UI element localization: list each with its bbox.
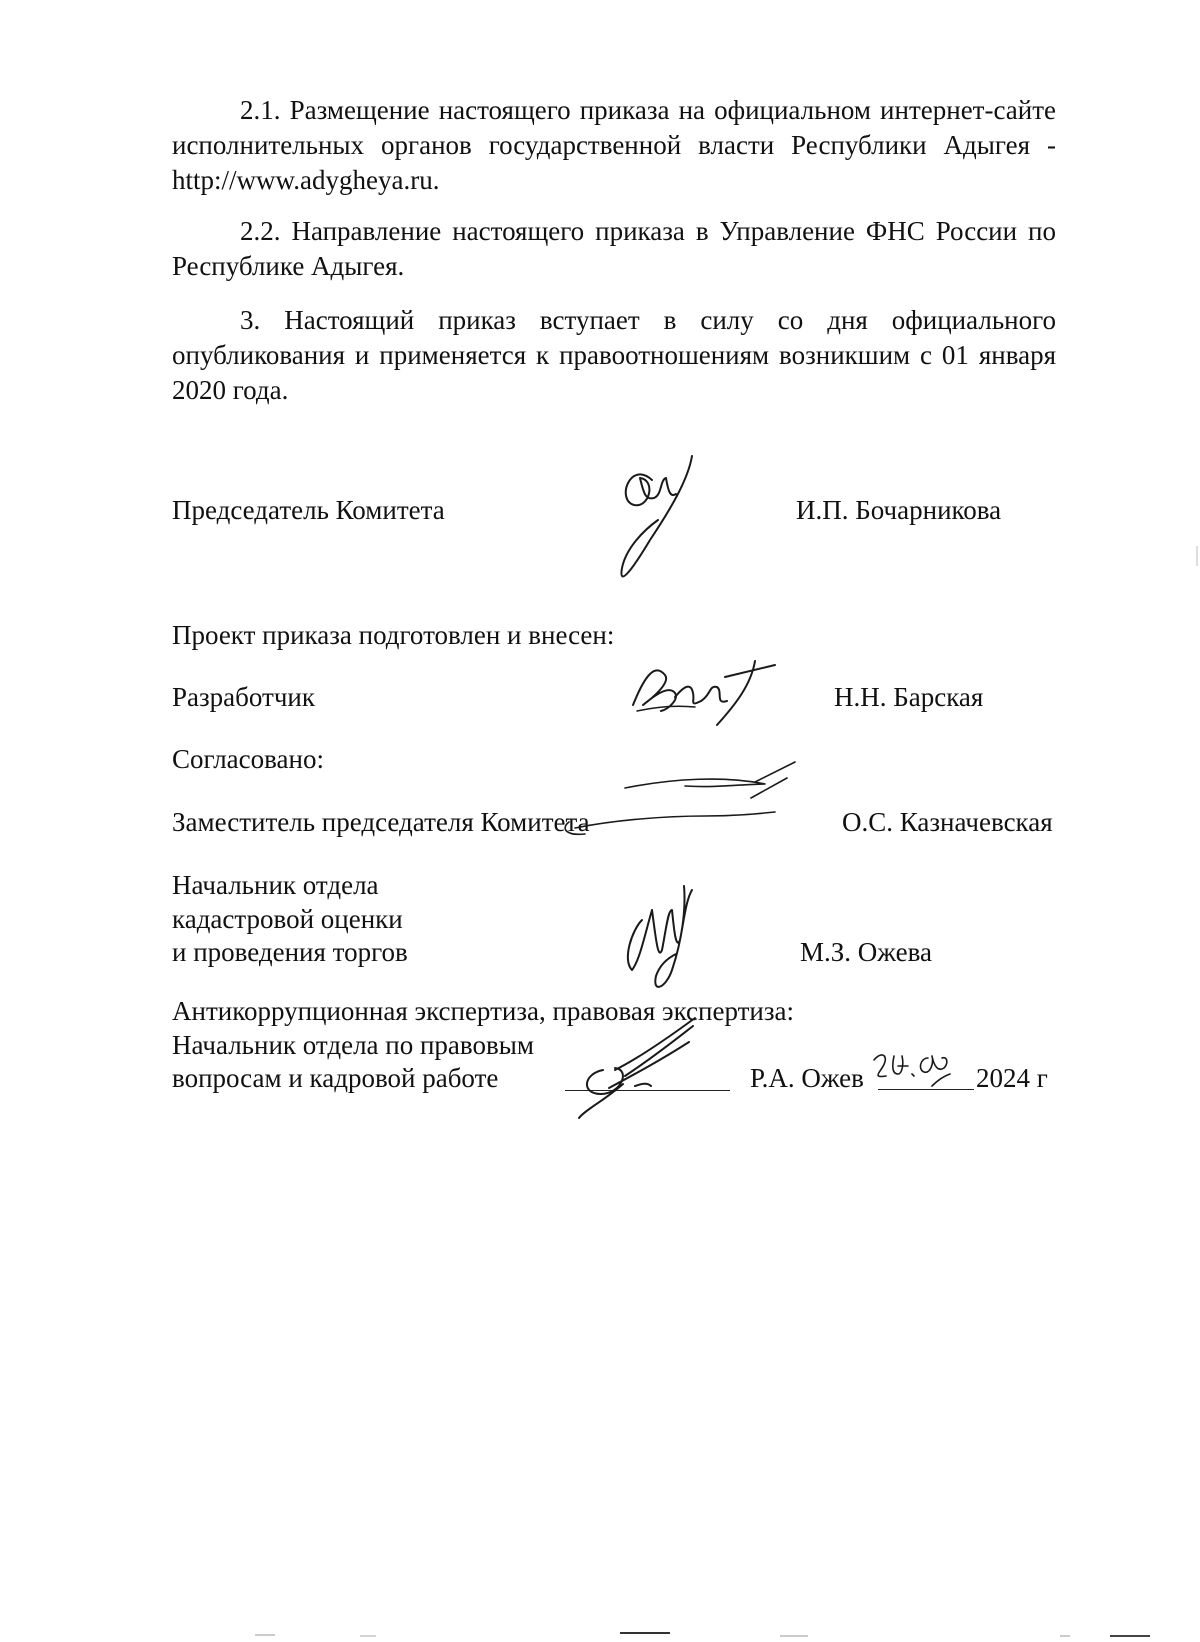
agreed-label: Согласовано: (172, 744, 324, 774)
deputy-signature (555, 758, 835, 838)
cadastral-title-line1: Начальник отдела (172, 870, 379, 900)
developer-signature (625, 655, 785, 735)
chairman-name: И.П. Бочарникова (796, 495, 1002, 525)
chairman-title: Председатель Комитета (172, 495, 445, 525)
cadastral-title-line2: кадастровой оценки (172, 904, 403, 934)
date-line (878, 1089, 974, 1090)
cadastral-title-line3: и проведения торгов (172, 937, 408, 967)
legal-name: Р.А. Ожев (750, 1063, 864, 1093)
paragraph-2-2: 2.2. Направление настоящего приказа в Управление ФНС России по Республике Адыгея. (172, 216, 1056, 281)
legal-title-line1: Начальник отдела по правовым (172, 1030, 534, 1060)
legal-date-suffix: 2024 г (976, 1063, 1048, 1093)
expertise-label: Антикоррупционная экспертиза, правовая экспертиза: (172, 996, 795, 1026)
deputy-name: О.С. Казначевская (842, 807, 1053, 837)
handwritten-date (868, 1046, 988, 1090)
project-note: Проект приказа подготовлен и внесен: (172, 620, 615, 650)
deputy-title: Заместитель председателя Комитета (172, 807, 590, 837)
developer-title: Разработчик (172, 682, 315, 712)
developer-name: Н.Н. Барская (834, 682, 984, 712)
cadastral-name: М.З. Ожева (800, 937, 932, 967)
legal-title-line2: вопросам и кадровой работе (172, 1063, 499, 1093)
paragraph-2-1: 2.1. Размещение настоящего приказа на официальном интернет-сайте исполнительных органов государственной власти Республики Адыгея - http://www.adygheya.ru. (172, 95, 1056, 195)
cadastral-signature (612, 870, 722, 1000)
chairman-signature (610, 450, 710, 590)
legal-signature (565, 1010, 735, 1120)
paragraph-3: 3. Настоящий приказ вступает в силу со дня официального опубликования и применяется к правоотношениям возникшим с 01 января 2020 года. (172, 305, 1056, 405)
